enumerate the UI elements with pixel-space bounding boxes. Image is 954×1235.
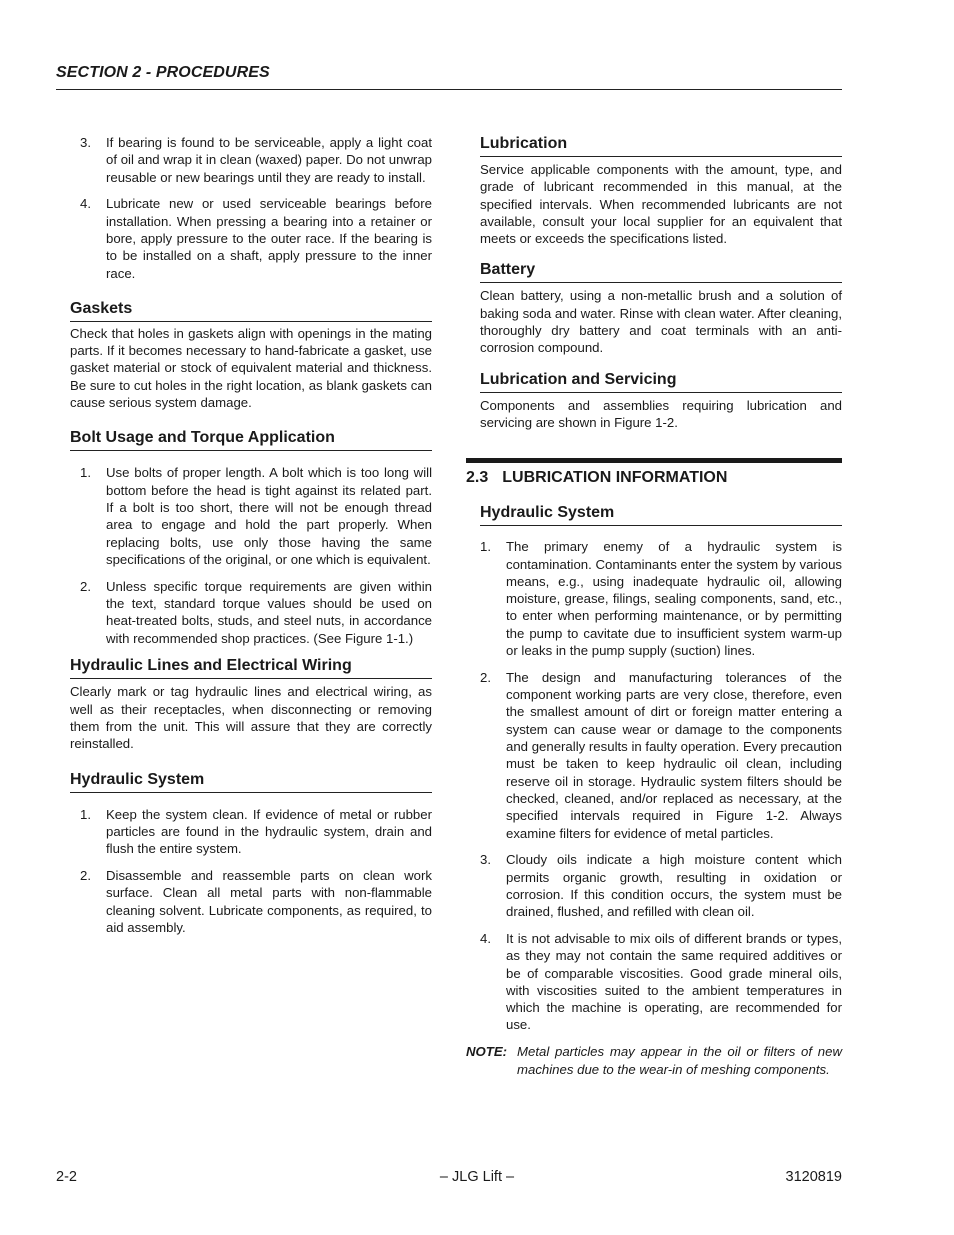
hydraulic-lines-heading: Hydraulic Lines and Electrical Wiring [70, 656, 432, 679]
hydraulic-list-left [70, 806, 432, 937]
gaskets-heading: Gaskets [70, 299, 432, 322]
hydraulic-system-heading-right: Hydraulic System [480, 503, 842, 526]
lub-servicing-text: Components and assemblies requiring lubrication and servicing are shown in Figure 1-2. [480, 397, 842, 430]
list-item [70, 578, 432, 647]
battery-heading: Battery [480, 260, 842, 283]
item-number: 2. [80, 867, 91, 883]
item-text: Cloudy oils indicate a high moisture content which permits organic growth, resulting in oxidation or corrosion. If this condition occurs, the system must be drained, flushed, and refilled with clean oil. [506, 852, 842, 920]
note-label: NOTE: [466, 1044, 508, 1060]
lubrication-heading: Lubrication [480, 134, 842, 157]
note-text: Metal particles may appear in the oil or filters of new machines due to the wear-in of meshing components. [517, 1044, 842, 1077]
note [466, 1043, 842, 1078]
list-item [470, 930, 842, 1034]
item-text: The design and manufacturing tolerances of the component working parts are very close, therefore, even the smallest amount of dirt or foreign matter entering a system can cause wear or damage to the components and generally results in faulty operation. Every precaution must be taken to keep hydraulic oil clean, including reserve oil in storage. Hydraulic system filters should be checked, cleaned, and/or replaced as necessary, at the specified intervals required in Figure 1-2. Always examine filters for evidence of metal particles. [506, 669, 842, 841]
item-number: 2. [80, 578, 91, 594]
hydraulic-system-heading-left: Hydraulic System [70, 770, 432, 793]
section-header: SECTION 2 - PROCEDURES [56, 64, 270, 81]
item-number: 4. [480, 931, 491, 946]
item-number: 1. [480, 539, 491, 555]
bolt-list [70, 464, 432, 646]
footer-brand: – JLG Lift – [439, 1169, 515, 1185]
left-column [70, 134, 432, 946]
gaskets-text: Check that holes in gaskets align with openings in the mating parts. If it becomes necessary to hand-fabricate a gasket, use gasket material or stock of equivalent material and thickness. Be sure to cut holes in the right location, as blank gaskets can cause serious system damage. [70, 325, 432, 411]
item-text: Disassemble and reassemble parts on clean work surface. Clean all metal parts with non-flammable cleaning solvent. Lubricate components, as required, to aid assembly. [106, 867, 432, 935]
item-text: Use bolts of proper length. A bolt which is too long will bottom before the head is tight against its related part. If a bolt is too short, there will not be enough thread area to engage and hold the part properly. When replacing bolts, use only those having the same specifications of the original, or one which is equivalent. [106, 465, 432, 567]
bolt-heading: Bolt Usage and Torque Application [70, 428, 432, 451]
list-item [70, 867, 432, 936]
section-bar [466, 458, 842, 463]
battery-text: Clean battery, using a non-metallic brush and a solution of baking soda and water. Rinse with clean water. After cleaning, thoroughly dry battery and coat terminals with an anti-corrosion compound. [480, 288, 842, 356]
document-number: 3120819 [785, 1169, 842, 1185]
item-number: 1. [80, 465, 91, 481]
right-column [466, 134, 842, 1078]
item-text: Lubricate new or used serviceable bearings before installation. When pressing a bearing into a retainer or bore, apply pressure to the outer race. If the bearing is to be installed on a shaft, apply pressure to the inner race. [106, 196, 432, 281]
section-number: 2.3 [466, 469, 489, 487]
item-text: The primary enemy of a hydraulic system is contamination. Contaminants enter the system by various means, e.g., using inadequate hydraulic oil, allowing moisture, grease, filings, sealing components, sand, etc., to enter when performing maintenance, or by permitting the pump to cavitate due to insufficient system warm-up or leaks in the pump supply (suction) lines. [506, 539, 842, 659]
page-number: 2-2 [56, 1169, 77, 1185]
section-heading [466, 468, 842, 488]
item-text: If bearing is found to be serviceable, apply a light coat of oil and wrap it in clean (waxed) paper. Do not unwrap reusable or new bearings until they are ready to install. [106, 135, 432, 185]
header-rule [56, 89, 842, 90]
item-number: 3. [480, 852, 491, 868]
item-number: 2. [480, 669, 491, 685]
item-number: 4. [80, 196, 91, 212]
hydraulic-list-right [470, 538, 842, 1034]
bearing-list [70, 134, 432, 282]
item-number: 3. [80, 135, 91, 150]
list-item [470, 669, 842, 842]
lubrication-text: Service applicable components with the amount, type, and grade of lubricant recommended in this manual, at the specified intervals. When recommended lubricants are not available, consult your local supplier for an equivalent that meets or exceeds the specifications listed. [480, 162, 842, 247]
section-title: LUBRICATION INFORMATION [502, 469, 728, 487]
item-number: 1. [80, 806, 91, 822]
list-item [470, 851, 842, 920]
list-item [70, 464, 432, 568]
list-item [70, 134, 432, 186]
section-2-3 [466, 458, 842, 488]
list-item [70, 195, 432, 281]
item-text: Keep the system clean. If evidence of metal or rubber particles are found in the hydraulic system, drain and flush the entire system. [106, 806, 432, 857]
lub-servicing-heading: Lubrication and Servicing [480, 370, 842, 393]
item-text: It is not advisable to mix oils of different brands or types, as they may not contain the same required additives or be of comparable viscosities. Good grade mineral oils, with viscosities suited to the ambient temperatures in which the machine is operating, are recommended for use. [506, 931, 842, 1033]
list-item [470, 538, 842, 659]
hydraulic-lines-text: Clearly mark or tag hydraulic lines and electrical wiring, as well as their receptacles, when disconnecting or removing them from the unit. This will assure that they are correctly reinstalled. [70, 684, 432, 752]
list-item [70, 806, 432, 858]
item-text: Unless specific torque requirements are given within the text, standard torque values should be used on heat-treated bolts, studs, and steel nuts, in accordance with recommended shop practices. (See Figure 1-1.) [106, 578, 432, 646]
